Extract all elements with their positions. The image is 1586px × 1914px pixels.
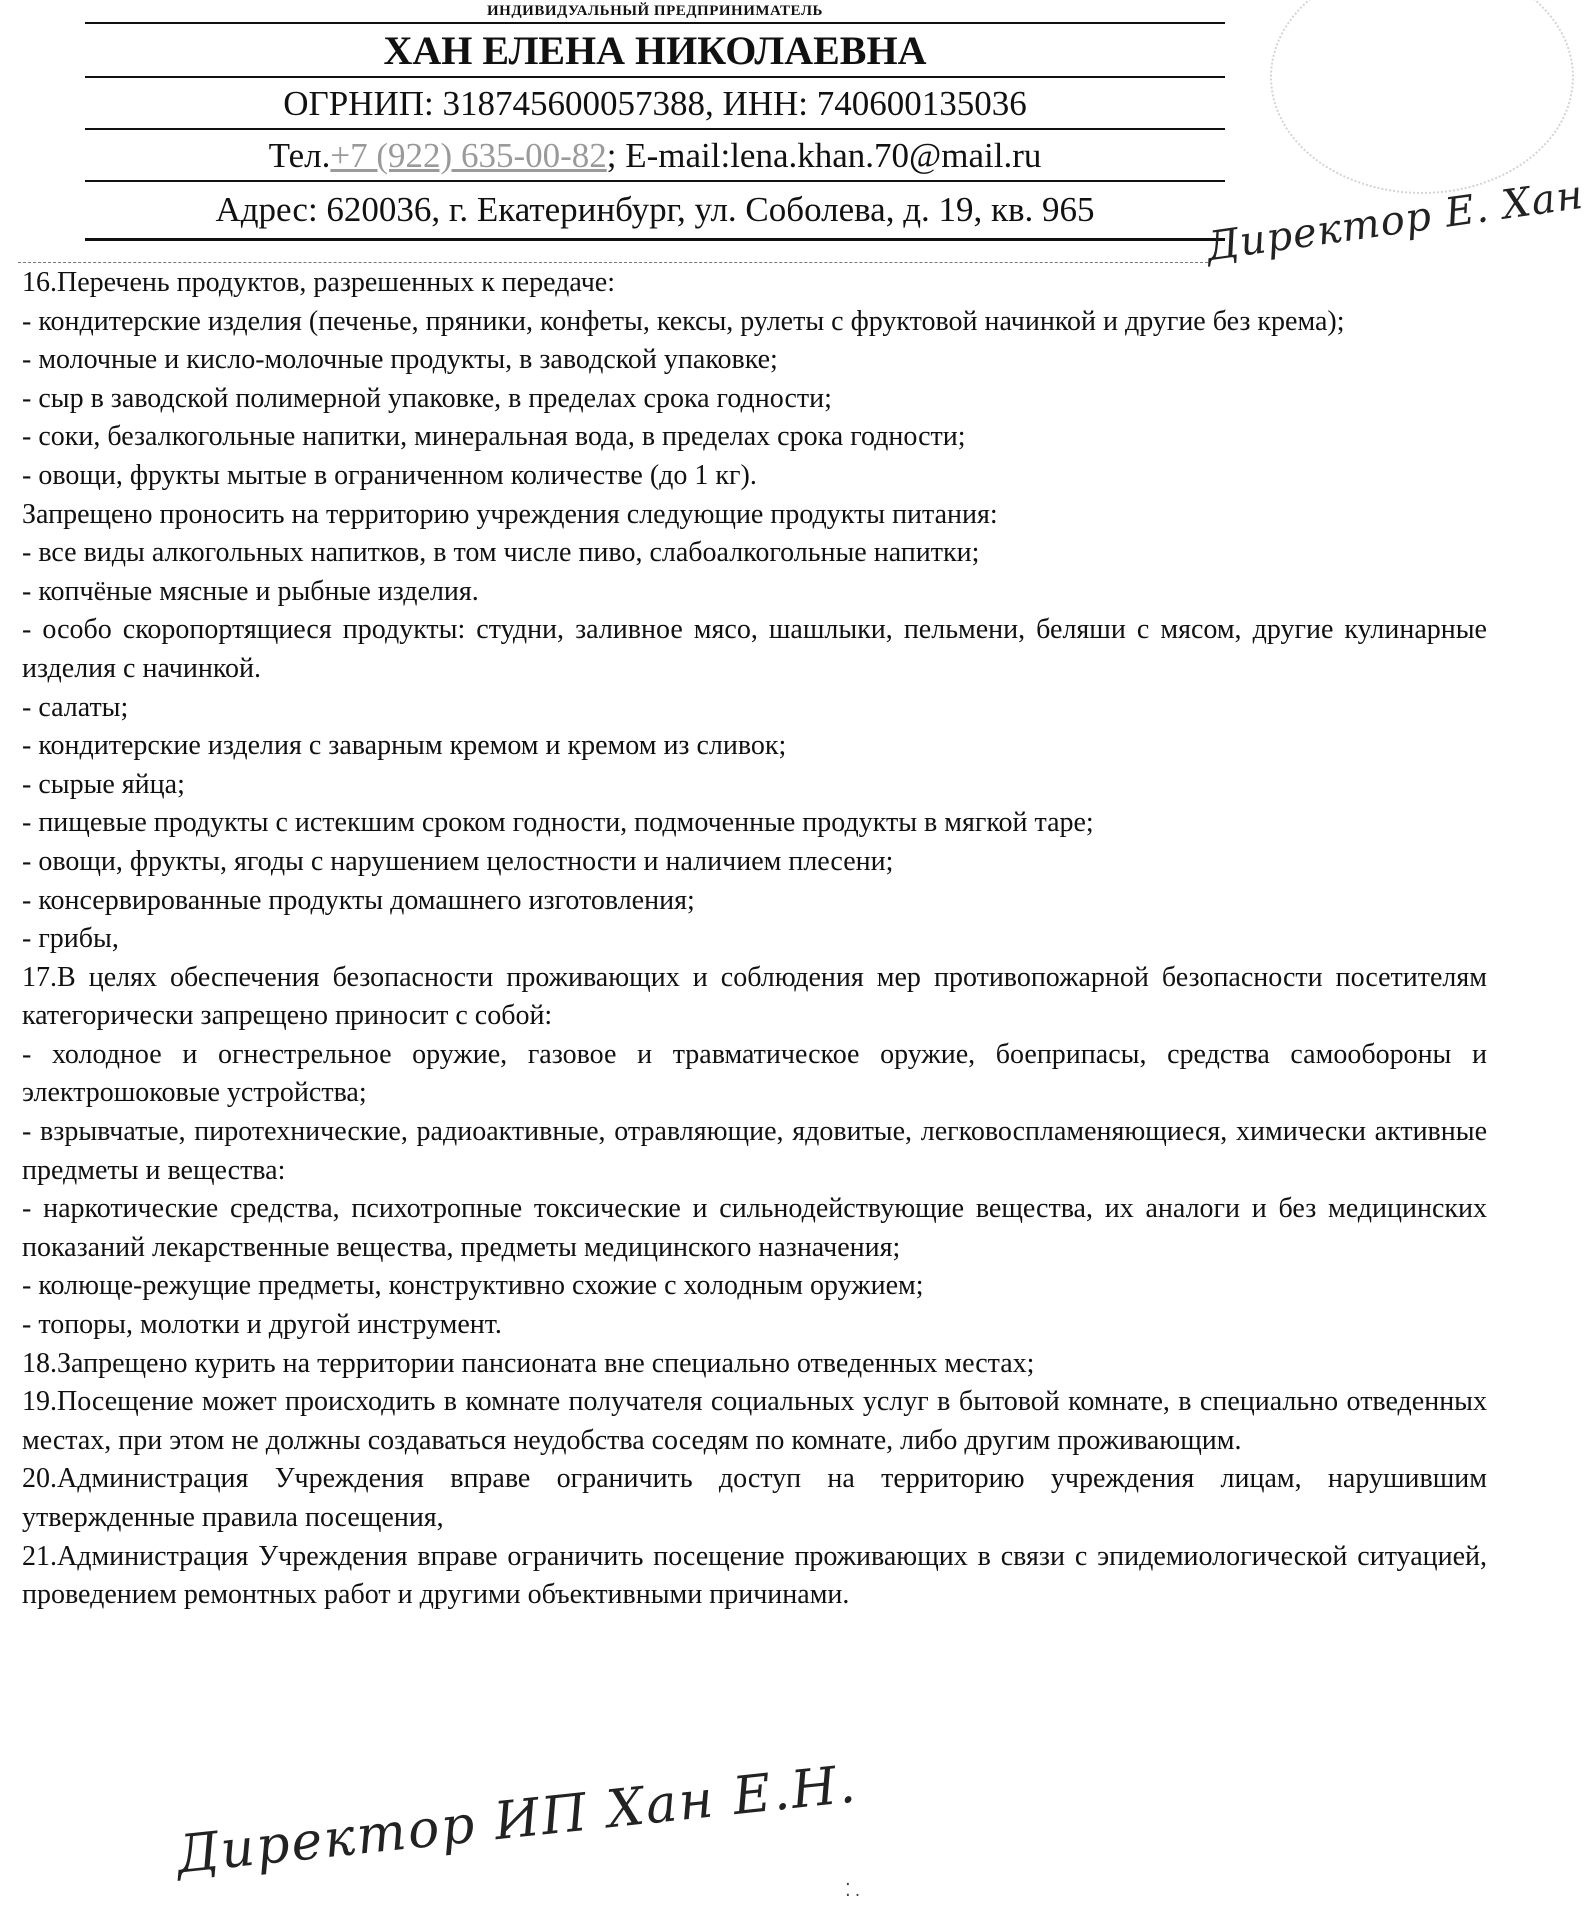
text-line: - соки, безалкогольные напитки, минеральная вода, в пределах срока годности;	[22, 421, 966, 453]
text-line: - грибы,	[22, 923, 119, 955]
text-line: - все виды алкогольных напитков, в том числе пиво, слабоалкогольные напитки;	[22, 537, 980, 569]
letterhead-address: Адрес: 620036, г. Екатеринбург, ул. Соболева, д. 19, кв. 965	[85, 182, 1225, 241]
text-line: - особо скоропортящиеся продукты: студни, заливное мясо, шашлыки, пельмени, беляши с мясом, другие кулинарные изделия с начинкой.	[22, 614, 1487, 684]
letterhead-registration: ОГРНИП: 318745600057388, ИНН: 740600135036	[85, 78, 1225, 130]
stamp-imprint	[1270, 0, 1574, 194]
text-line: - холодное и огнестрельное оружие, газовое и травматическое оружие, боеприпасы, средства самообороны и электрошоковые устройства;	[22, 1038, 1487, 1109]
text-line: - колюще-режущие предметы, конструктивно схожие с холодным оружием;	[22, 1270, 924, 1302]
divider	[18, 262, 1208, 263]
text-line: 20.Администрация Учреждения вправе ограничить доступ на территорию учреждения лицам, нарушившим утвержденные правила посещения,	[22, 1463, 1487, 1533]
scan-specks: ⁚ .	[845, 1880, 860, 1900]
phone-label: Тел.	[268, 136, 331, 175]
text-line: - консервированные продукты домашнего изготовления;	[22, 884, 695, 916]
letterhead-kind: ИНДИВИДУАЛЬНЫЙ ПРЕДПРИНИМАТЕЛЬ	[85, 0, 1225, 24]
letterhead-contacts	[85, 130, 1225, 182]
text-line: - кондитерские изделия с заварным кремом и кремом из сливок;	[22, 730, 787, 762]
text-line: 16.Перечень продуктов, разрешенных к передаче:	[22, 267, 615, 298]
letterhead-name: ХАН ЕЛЕНА НИКОЛАЕВНА	[85, 24, 1225, 78]
phone-number: +7 (922) 635-00-82	[330, 136, 607, 175]
text-line: - овощи, фрукты мытые в ограниченном количестве (до 1 кг).	[22, 459, 757, 491]
letterhead	[85, 0, 1225, 241]
text-line: 21.Администрация Учреждения вправе ограничить посещение проживающих в связи с эпидемиологической ситуацией, проведением ремонтных работ и другими объективными причинами.	[22, 1540, 1487, 1611]
text-line: - наркотические средства, психотропные токсические и сильнодействующие вещества, их аналоги и без медицинских показаний лекарственные вещества, предметы медицинского назначения;	[22, 1193, 1487, 1263]
text-line: - взрывчатые, пиротехнические, радиоактивные, отравляющие, ядовитые, легковоспламеняющиеся, химически активные предметы и вещества:	[22, 1116, 1487, 1186]
document-body	[22, 264, 1487, 1615]
email-text: ; E-mail:lena.khan.70@mail.ru	[606, 136, 1042, 175]
text-line: - сырые яйца;	[22, 768, 185, 800]
text-line: - пищевые продукты с истекшим сроком годности, подмоченные продукты в мягкой таре;	[22, 807, 1094, 839]
text-line: - салаты;	[22, 691, 129, 723]
text-line: 18.Запрещено курить на территории пансионата вне специально отведенных местах;	[22, 1347, 1035, 1379]
text-line: - молочные и кисло-молочные продукты, в заводской упаковке;	[22, 344, 778, 376]
text-line: 17.В целях обеспечения безопасности проживающих и соблюдения мер противопожарной безопасности посетителям категорически запрещено приносит с собой:	[22, 961, 1487, 1032]
text-line: - копчёные мясные и рыбные изделия.	[22, 575, 479, 607]
text-line: - сыр в заводской полимерной упаковке, в пределах срока годности;	[22, 382, 832, 414]
text-line: Запрещено проносить на территорию учреждения следующие продукты питания:	[22, 498, 998, 530]
text-line: - топоры, молотки и другой инструмент.	[22, 1309, 502, 1341]
text-line: 19.Посещение может происходить в комнате получателя социальных услуг в бытовой комнате, в специально отведенных местах, при этом не должны создаваться неудобства соседям по комнате, либо другим проживающим.	[22, 1386, 1487, 1456]
text-line: - овощи, фрукты, ягоды с нарушением целостности и наличием плесени;	[22, 845, 894, 877]
signature-bottom: Директор ИП Хан Е.Н.	[173, 1754, 860, 1886]
text-line: - кондитерские изделия (печенье, пряники, конфеты, кексы, рулеты с фруктовой начинкой и другие без крема);	[22, 305, 1345, 337]
signature-top: Директор Е. Хан	[1203, 171, 1586, 271]
